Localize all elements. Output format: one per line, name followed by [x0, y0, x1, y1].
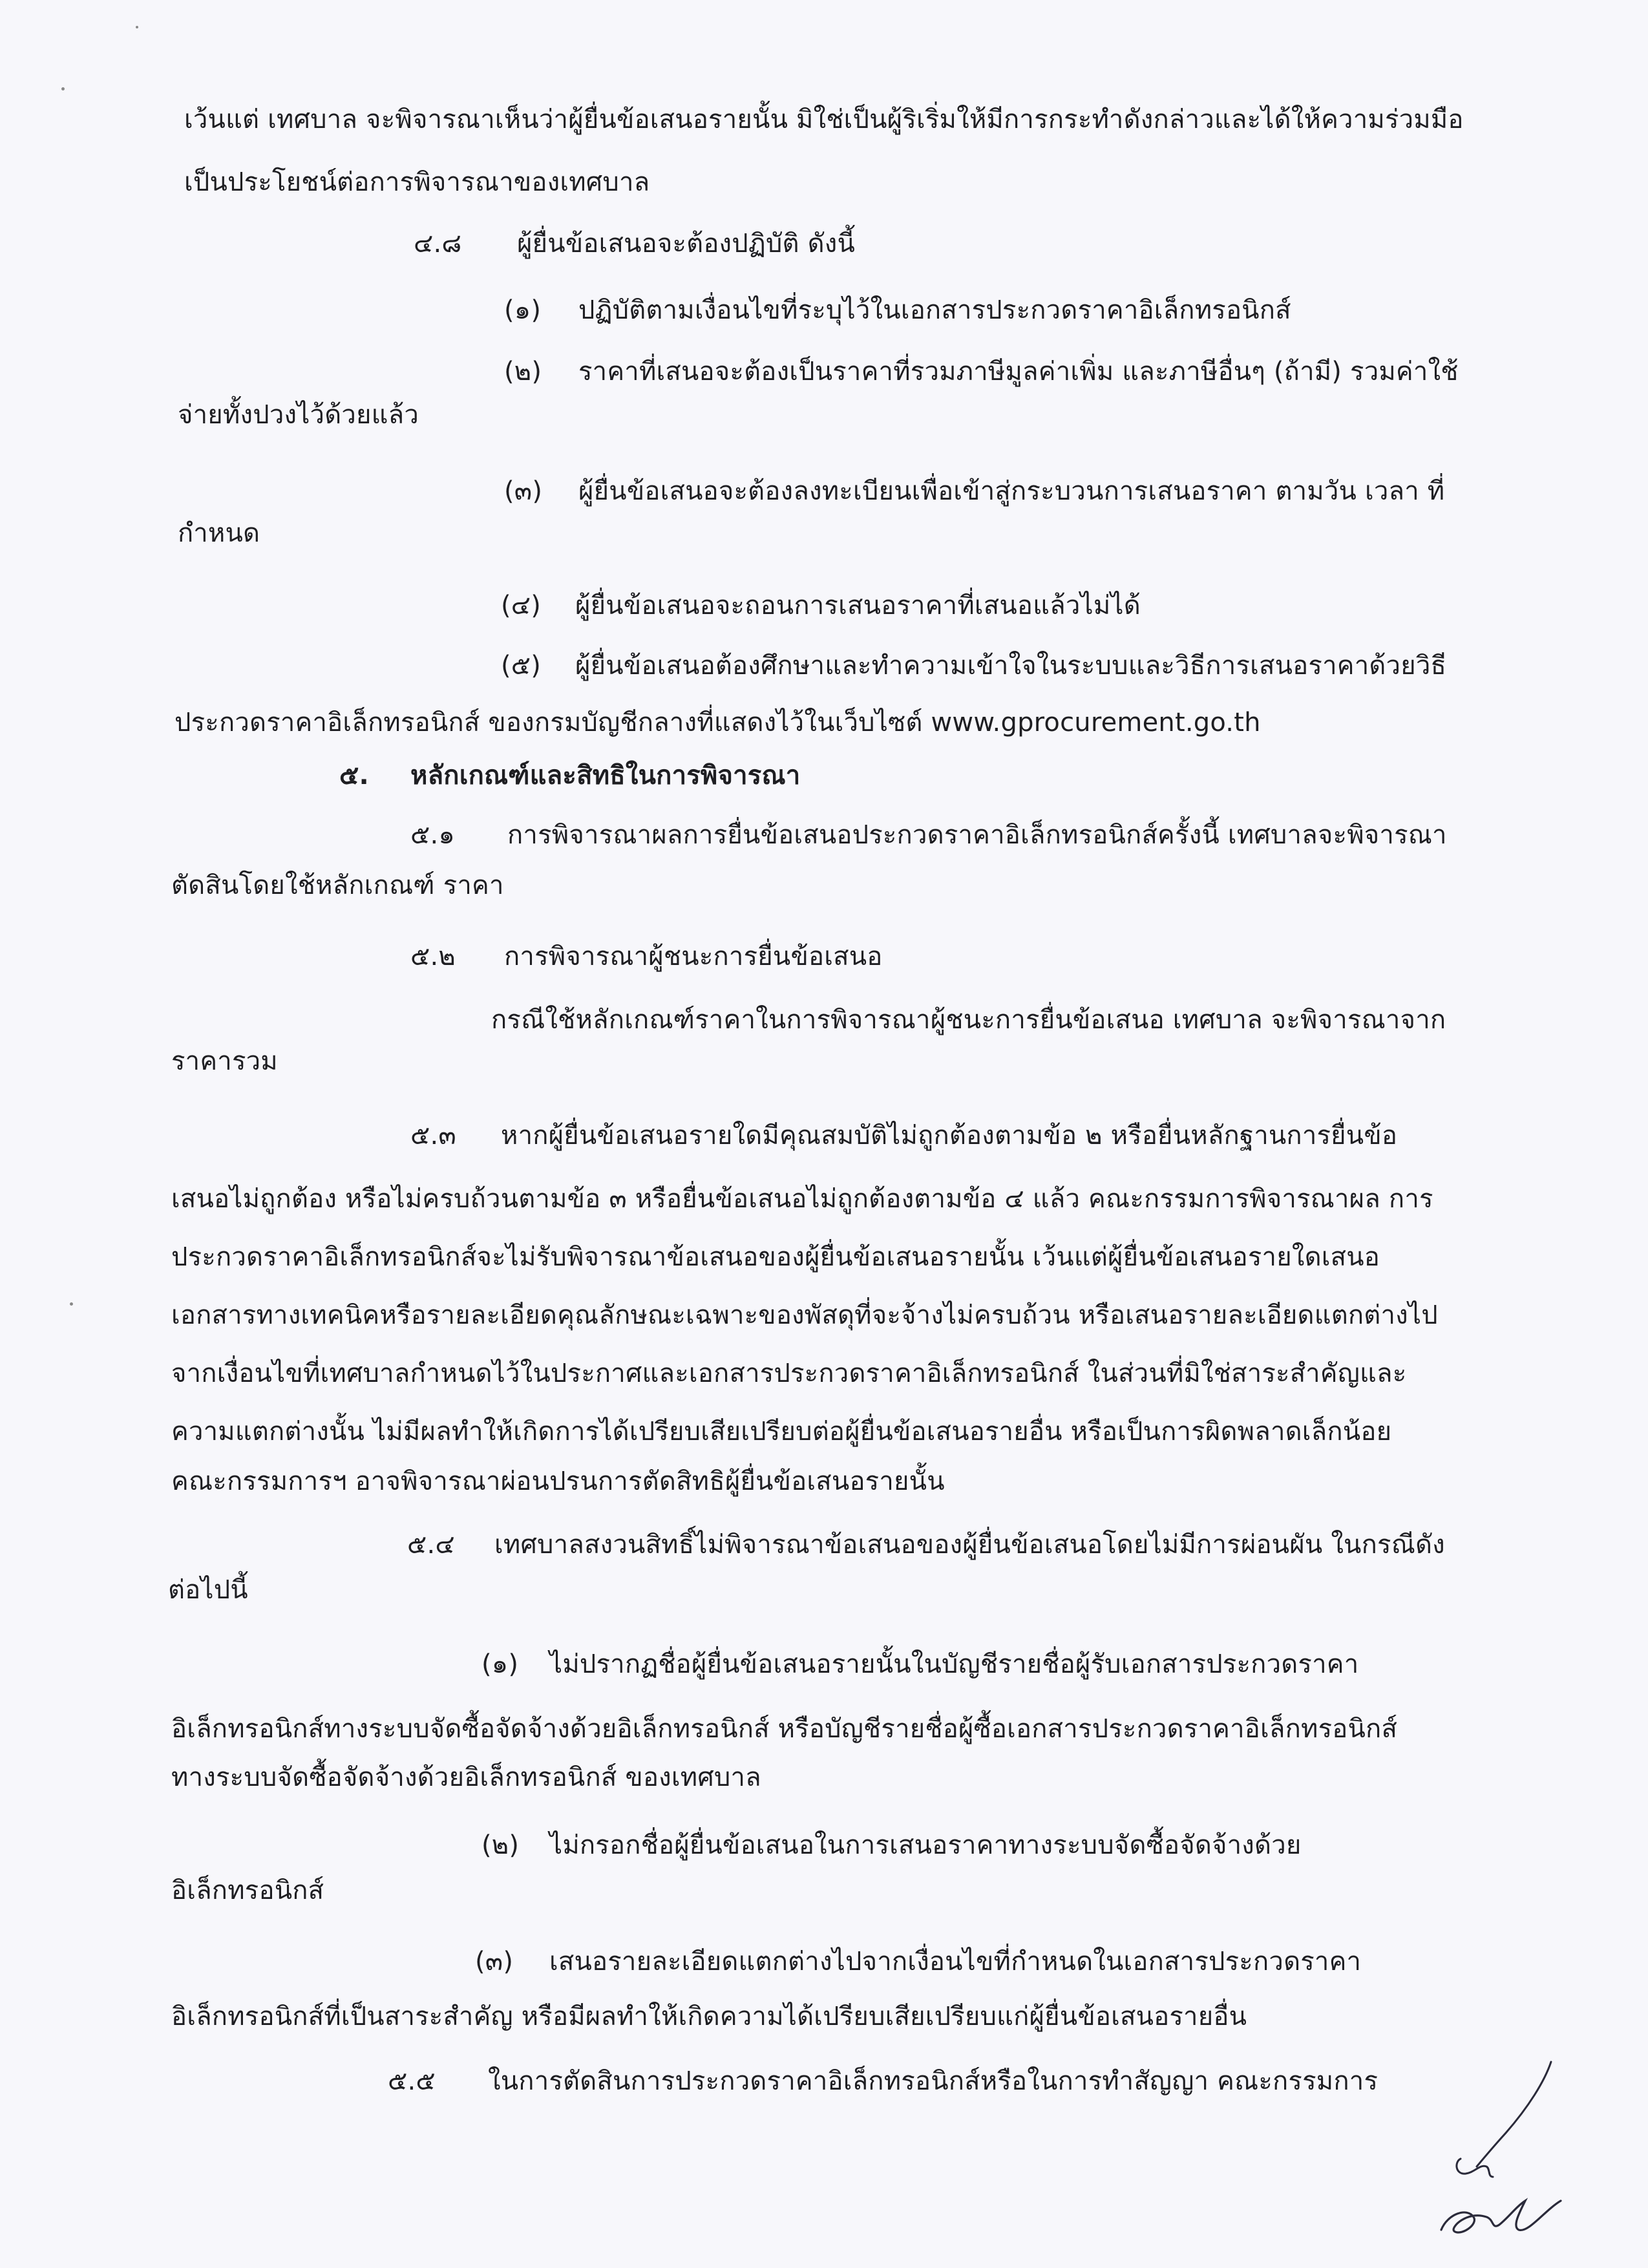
paragraph-line: อิเล็กทรอนิกส์	[171, 1876, 324, 1905]
item-text: ไม่กรอกชื่อผู้ยื่นข้อเสนอในการเสนอราคาทางระบบจัดซื้อจัดจ้างด้วย	[549, 1830, 1302, 1860]
section-text: การพิจารณาผลการยื่นข้อเสนอประกวดราคาอิเล็กทรอนิกส์ครั้งนี้ เทศบาลจะพิจารณา	[507, 820, 1447, 850]
paragraph-line: คณะกรรมการฯ อาจพิจารณาผ่อนปรนการตัดสิทธิผู้ยื่นข้อเสนอรายนั้น	[171, 1467, 945, 1496]
section-number: ๔.๘	[414, 229, 462, 259]
section-number: ๕.๓	[410, 1121, 456, 1150]
item-number: (๑)	[481, 1649, 519, 1679]
item-number: (๓)	[475, 1947, 514, 1977]
paragraph-line: ความแตกต่างนั้น ไม่มีผลทำให้เกิดการได้เปรียบเสียเปรียบต่อผู้ยื่นข้อเสนอรายอื่น หรือเป็นการผิดพลาดเล็กน้อย	[171, 1417, 1392, 1447]
paragraph-line: ราคารวม	[171, 1046, 278, 1076]
scan-speck	[61, 87, 65, 90]
item-number: (๓)	[504, 476, 543, 506]
section-number: ๕.๑	[410, 820, 455, 850]
paragraph-line: อิเล็กทรอนิกส์ทางระบบจัดซื้อจัดจ้างด้วยอิเล็กทรอนิกส์ หรือบัญชีรายชื่อผู้ซื้อเอกสารประกวดราคาอิเล็กทรอนิกส์	[171, 1714, 1398, 1744]
paragraph-line: กรณีใช้หลักเกณฑ์ราคาในการพิจารณาผู้ชนะการยื่นข้อเสนอ เทศบาล จะพิจารณาจาก	[491, 1005, 1446, 1035]
section-text: การพิจารณาผู้ชนะการยื่นข้อเสนอ	[504, 942, 883, 971]
paragraph-line: เสนอไม่ถูกต้อง หรือไม่ครบถ้วนตามข้อ ๓ หรือยื่นข้อเสนอไม่ถูกต้องตามข้อ ๔ แล้ว คณะกรรมการพิจารณาผล การ	[171, 1184, 1433, 1214]
item-number: (๔)	[501, 591, 542, 620]
handwritten-signature	[1422, 2055, 1590, 2249]
section-text: ในการตัดสินการประกวดราคาอิเล็กทรอนิกส์หรือในการทำสัญญา คณะกรรมการ	[488, 2066, 1379, 2096]
paragraph-line: ตัดสินโดยใช้หลักเกณฑ์ ราคา	[171, 871, 504, 900]
paragraph-line: ประกวดราคาอิเล็กทรอนิกส์จะไม่รับพิจารณาข้อเสนอของผู้ยื่นข้อเสนอรายนั้น เว้นแต่ผู้ยื่นข้อเสนอรายใดเสนอ	[171, 1242, 1380, 1272]
section-number: ๕.๒	[410, 942, 456, 971]
item-number: (๒)	[481, 1830, 520, 1860]
item-number: (๒)	[504, 357, 542, 387]
section-number: ๕.๔	[407, 1530, 455, 1560]
item-text: ไม่ปรากฏชื่อผู้ยื่นข้อเสนอรายนั้นในบัญชีรายชื่อผู้รับเอกสารประกวดราคา	[549, 1649, 1359, 1679]
section-text: ผู้ยื่นข้อเสนอจะต้องปฏิบัติ ดังนี้	[517, 229, 856, 259]
item-text: ราคาที่เสนอจะต้องเป็นราคาที่รวมภาษีมูลค่าเพิ่ม และภาษีอื่นๆ (ถ้ามี) รวมค่าใช้	[578, 357, 1459, 387]
paragraph-line: เว้นแต่ เทศบาล จะพิจารณาเห็นว่าผู้ยื่นข้อเสนอรายนั้น มิใช่เป็นผู้ริเริ่มให้มีการกระทำดังกล่าวและได้ให้ความร่วมมือ	[184, 105, 1464, 134]
paragraph-line: เอกสารทางเทคนิคหรือรายละเอียดคุณลักษณะเฉพาะของพัสดุที่จะจ้างไม่ครบถ้วน หรือเสนอรายละเอียดแตกต่างไป	[171, 1300, 1438, 1330]
paragraph-line: จ่ายทั้งปวงไว้ด้วยแล้ว	[178, 400, 419, 430]
item-number: (๕)	[501, 651, 542, 681]
section-number: ๕.๕	[388, 2066, 436, 2096]
paragraph-line: เป็นประโยชน์ต่อการพิจารณาของเทศบาล	[184, 167, 650, 197]
scan-speck	[70, 1302, 73, 1306]
item-text: ปฏิบัติตามเงื่อนไขที่ระบุไว้ในเอกสารประกวดราคาอิเล็กทรอนิกส์	[578, 295, 1291, 325]
item-text: ผู้ยื่นข้อเสนอจะต้องลงทะเบียนเพื่อเข้าสู่กระบวนการเสนอราคา ตามวัน เวลา ที่	[578, 476, 1445, 506]
section-number: ๕.	[339, 761, 369, 790]
section-heading: หลักเกณฑ์และสิทธิในการพิจารณา	[410, 761, 801, 790]
paragraph-line: ทางระบบจัดซื้อจัดจ้างด้วยอิเล็กทรอนิกส์ ของเทศบาล	[171, 1763, 761, 1792]
paragraph-line: ประกวดราคาอิเล็กทรอนิกส์ ของกรมบัญชีกลางที่แสดงไว้ในเว็บไซต์ www.gprocurement.go.th	[174, 708, 1261, 737]
section-text: เทศบาลสงวนสิทธิ์ไม่พิจารณาข้อเสนอของผู้ยื่นข้อเสนอโดยไม่มีการผ่อนผัน ในกรณีดัง	[494, 1530, 1445, 1560]
item-text: ผู้ยื่นข้อเสนอต้องศึกษาและทำความเข้าใจในระบบและวิธีการเสนอราคาด้วยวิธี	[575, 651, 1447, 681]
paragraph-line: กำหนด	[178, 518, 260, 548]
scan-speck	[136, 26, 138, 28]
item-text: ผู้ยื่นข้อเสนอจะถอนการเสนอราคาที่เสนอแล้วไม่ได้	[575, 591, 1141, 620]
paragraph-line: ต่อไปนี้	[168, 1575, 248, 1605]
item-number: (๑)	[504, 295, 542, 325]
paragraph-line: จากเงื่อนไขที่เทศบาลกำหนดไว้ในประกาศและเอกสารประกวดราคาอิเล็กทรอนิกส์ ในส่วนที่มิใช่สาระสำคัญและ	[171, 1359, 1407, 1388]
paragraph-line: อิเล็กทรอนิกส์ที่เป็นสาระสำคัญ หรือมีผลทำให้เกิดความได้เปรียบเสียเปรียบแก่ผู้ยื่นข้อเสนอรายอื่น	[171, 2002, 1247, 2031]
section-text: หากผู้ยื่นข้อเสนอรายใดมีคุณสมบัติไม่ถูกต้องตามข้อ ๒ หรือยื่นหลักฐานการยื่นข้อ	[501, 1121, 1398, 1150]
item-text: เสนอรายละเอียดแตกต่างไปจากเงื่อนไขที่กำหนดในเอกสารประกวดราคา	[549, 1947, 1362, 1977]
